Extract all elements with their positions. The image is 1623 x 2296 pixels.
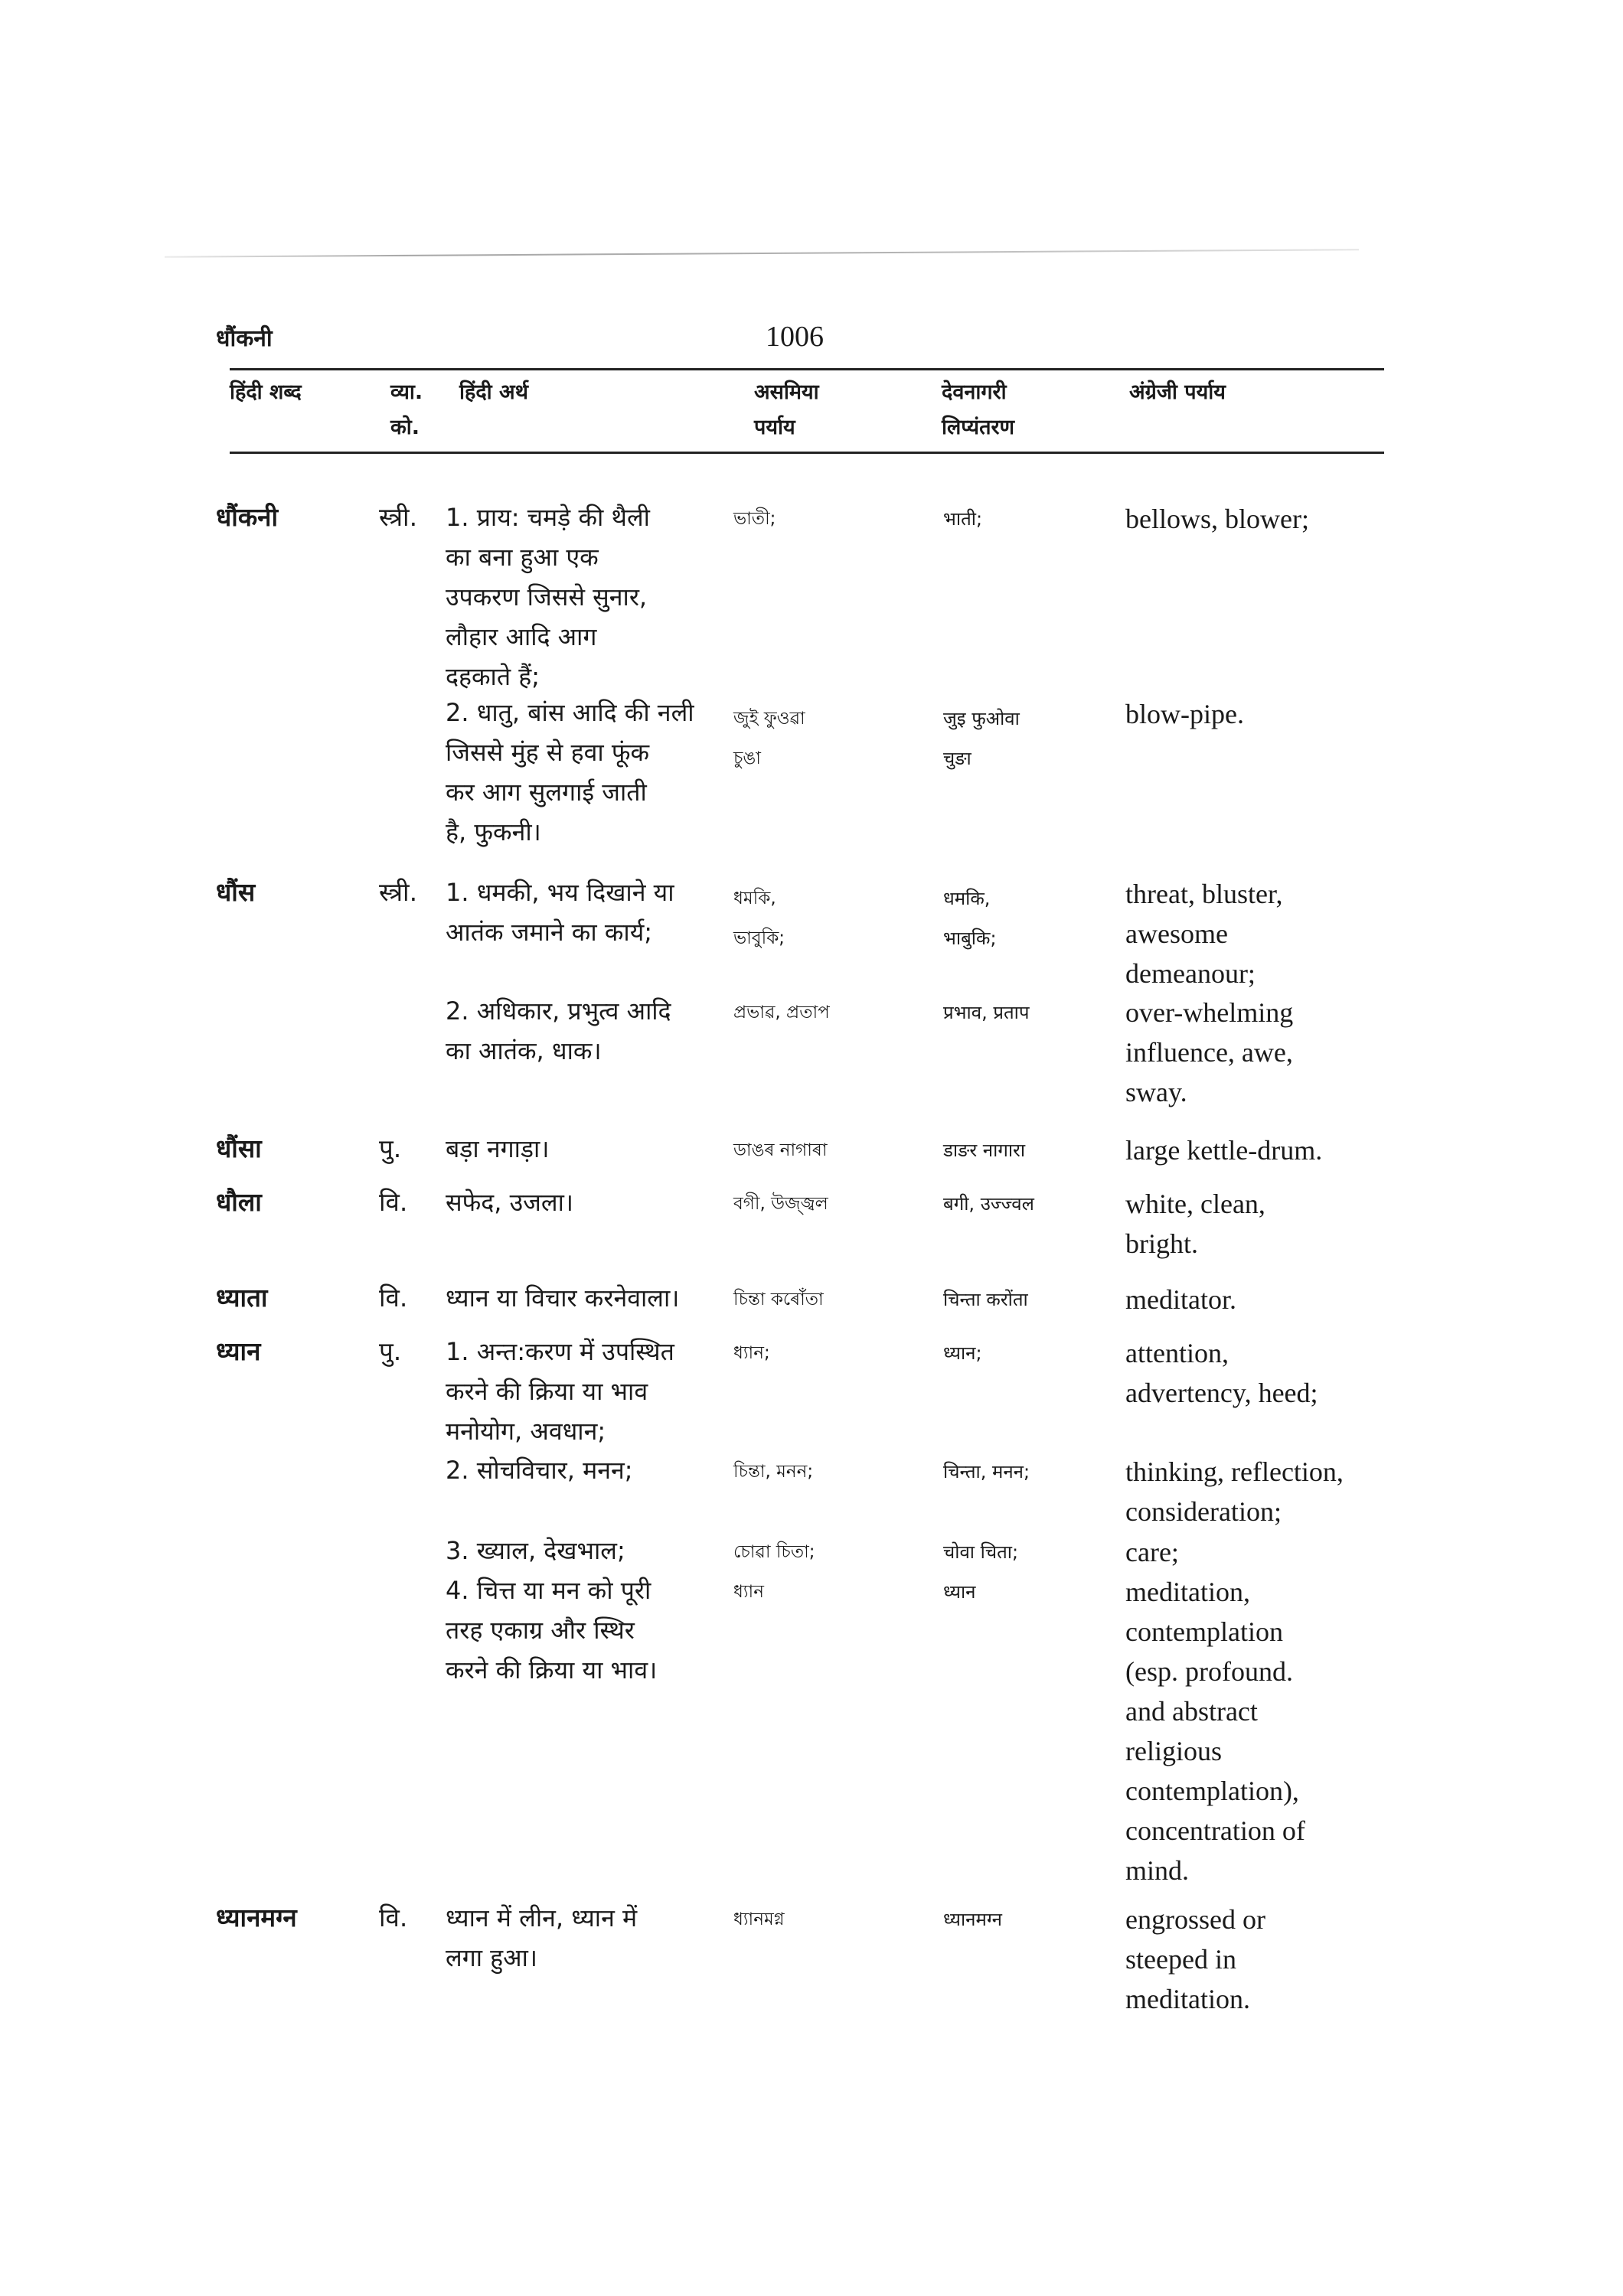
entry-grammar: वि.	[379, 1283, 408, 1313]
sense-devanagari	[943, 879, 1112, 958]
header-grammar-line1: व्या.	[390, 380, 423, 404]
sense-hindi-meaning-line: का आतंक, धाक।	[446, 1036, 602, 1065]
sense-hindi-meaning-line: 1. अन्त:करण में उपस्थित	[446, 1337, 674, 1366]
sense-hindi-meaning-line: लौहार आदि आग	[446, 622, 597, 651]
sense-hindi-meaning	[446, 1278, 752, 1318]
sense-devanagari-line: ध्यानमग्न	[943, 1909, 1002, 1930]
sense-devanagari	[943, 699, 1112, 778]
sense-devanagari	[943, 1135, 1112, 1166]
sense-hindi-meaning-line: ध्यान या विचार करनेवाला।	[446, 1283, 680, 1313]
header-devanagari-line1: देवनागरी	[942, 380, 1007, 404]
sense-hindi-meaning-line: उपकरण जिससे सुनार,	[446, 582, 648, 612]
entry-grammar: स्त्री.	[379, 502, 418, 532]
sense-hindi-meaning	[446, 1129, 752, 1169]
sense-english-line: steeped in	[1125, 1944, 1236, 1975]
sense-assamese	[733, 1338, 925, 1368]
sense-devanagari-line: चिन्ता करोंता	[943, 1289, 1028, 1310]
sense-hindi-meaning-line: तरह एकाग्र और स्थिर	[446, 1616, 635, 1645]
sense-english-line: meditator.	[1125, 1284, 1236, 1315]
scan-artifact-line	[165, 249, 1359, 258]
sense-english-line: concentration of	[1125, 1815, 1305, 1846]
sense-english	[1125, 499, 1401, 539]
sense-english-line: sway.	[1125, 1077, 1187, 1107]
header-grammar	[390, 375, 423, 445]
sense-english-line: care;	[1125, 1537, 1179, 1567]
sense-assamese-line: ধ্যানমগ্ন	[733, 1910, 785, 1929]
header-hindi-meaning: हिंदी अर्थ	[459, 380, 528, 404]
sense-english-line: awesome	[1125, 918, 1228, 949]
sense-english-line: meditation.	[1125, 1984, 1250, 2014]
sense-assamese-line: ভাবুকি;	[733, 928, 785, 948]
sense-english	[1125, 1572, 1401, 1890]
sense-assamese	[733, 1189, 925, 1219]
sense-hindi-meaning	[446, 693, 752, 852]
sense-assamese-line: ধ্যান;	[733, 1343, 770, 1363]
sense-english-line: advertency, heed;	[1125, 1378, 1318, 1408]
sense-assamese-line: ভাতী;	[733, 509, 776, 529]
entry-headword: धौंस	[216, 877, 256, 907]
sense-devanagari-line: बगी, उज्ज्वल	[943, 1193, 1034, 1215]
sense-assamese-line: ধমকি,	[733, 889, 776, 908]
sense-english-line: bellows, blower;	[1125, 504, 1309, 534]
sense-hindi-meaning-line: सफेद, उजला।	[446, 1188, 574, 1217]
sense-assamese-line: চোৱা চিতা;	[733, 1542, 815, 1562]
entry-grammar: पु.	[379, 1336, 402, 1366]
sense-english-line: blow-pipe.	[1125, 699, 1244, 729]
sense-english-line: meditation,	[1125, 1577, 1250, 1607]
sense-assamese-line: প্ৰভাৱ, প্ৰতাপ	[733, 1003, 830, 1022]
sense-hindi-meaning	[446, 1531, 752, 1570]
sense-devanagari	[943, 1189, 1112, 1219]
sense-english-line: contemplation	[1125, 1616, 1283, 1647]
entry-headword: धौंसा	[216, 1133, 262, 1163]
sense-assamese	[733, 699, 925, 778]
sense-assamese	[733, 879, 925, 958]
sense-hindi-meaning-line: आतंक जमाने का कार्य;	[446, 918, 653, 947]
sense-hindi-meaning-line: कर आग सुलगाई जाती	[446, 778, 647, 807]
header-assamese	[754, 375, 819, 445]
sense-hindi-meaning	[446, 1898, 752, 1978]
sense-hindi-meaning	[446, 1450, 752, 1490]
entry-headword: ध्यानमग्न	[216, 1903, 297, 1932]
sense-devanagari	[943, 504, 1112, 534]
sense-english-line: demeanour;	[1125, 958, 1256, 989]
sense-assamese	[733, 1284, 925, 1315]
sense-assamese-line: চিন্তা, মনন;	[733, 1462, 814, 1482]
sense-hindi-meaning-line: 3. ख्याल, देखभाल;	[446, 1536, 625, 1565]
sense-hindi-meaning-line: करने की क्रिया या भाव।	[446, 1655, 658, 1684]
sense-devanagari	[943, 1456, 1112, 1487]
entry-headword: धौंकनी	[216, 502, 279, 532]
table-top-rule	[230, 368, 1384, 370]
sense-english-line: threat, bluster,	[1125, 879, 1283, 909]
sense-assamese	[733, 1904, 925, 1935]
sense-hindi-meaning-line: लगा हुआ।	[446, 1943, 537, 1972]
entry-grammar: वि.	[379, 1903, 408, 1932]
sense-devanagari	[943, 1284, 1112, 1315]
sense-english-line: white, clean,	[1125, 1189, 1265, 1219]
sense-hindi-meaning	[446, 1332, 752, 1451]
sense-hindi-meaning-line: 1. धमकी, भय दिखाने या	[446, 878, 674, 907]
header-assamese-line2: पर्याय	[754, 416, 795, 439]
entry-headword: ध्यान	[216, 1336, 261, 1366]
sense-english-line: contemplation),	[1125, 1776, 1299, 1806]
sense-hindi-meaning-line: है, फुकनी।	[446, 817, 541, 846]
sense-hindi-meaning-line: 2. अधिकार, प्रभुत्व आदि	[446, 996, 671, 1026]
sense-hindi-meaning-line: का बना हुआ एक	[446, 543, 599, 572]
sense-hindi-meaning-line: मनोयोग, अवधान;	[446, 1417, 606, 1446]
sense-devanagari-line: चिन्ता, मनन;	[943, 1461, 1030, 1482]
sense-devanagari-line: चुङा	[943, 748, 972, 769]
sense-devanagari	[943, 1577, 1112, 1607]
sense-devanagari	[943, 1537, 1112, 1567]
sense-assamese	[733, 1135, 925, 1166]
page-number: 1006	[766, 321, 824, 353]
sense-english-line: engrossed or	[1125, 1904, 1265, 1935]
sense-hindi-meaning-line: ध्यान में लीन, ध्यान में	[446, 1903, 638, 1932]
sense-assamese-line: ডাঙৰ নাগাৰা	[733, 1140, 828, 1160]
sense-assamese	[733, 1537, 925, 1567]
sense-english	[1125, 1532, 1401, 1572]
header-devanagari-line2: लिप्यंतरण	[942, 416, 1015, 439]
sense-hindi-meaning-line: 4. चित्त या मन को पूरी	[446, 1576, 651, 1605]
sense-devanagari-line: प्रभाव, प्रताप	[943, 1002, 1030, 1023]
sense-hindi-meaning-line: 2. धातु, बांस आदि की नली	[446, 698, 694, 727]
sense-english-line: large kettle-drum.	[1125, 1135, 1323, 1166]
sense-hindi-meaning	[446, 497, 752, 696]
header-assamese-line1: असमिया	[754, 380, 819, 404]
header-english: अंग्रेजी पर्याय	[1129, 380, 1226, 404]
sense-assamese-line: চুঙা	[733, 748, 761, 768]
sense-hindi-meaning-line: 2. सोचविचार, मनन;	[446, 1456, 633, 1485]
sense-devanagari-line: चोवा चिता;	[943, 1541, 1019, 1563]
sense-hindi-meaning-line: बड़ा नगाड़ा।	[446, 1134, 550, 1163]
entry-grammar: स्त्री.	[379, 877, 418, 907]
sense-english	[1125, 1900, 1401, 2019]
sense-assamese-line: জুই ফুওৱা	[733, 709, 805, 729]
sense-assamese	[733, 1456, 925, 1487]
sense-assamese-line: ধ্যান	[733, 1582, 764, 1602]
sense-assamese	[733, 997, 925, 1028]
sense-english-line: thinking, reflection,	[1125, 1456, 1344, 1487]
sense-hindi-meaning-line: जिससे मुंह से हवा फूंक	[446, 738, 650, 767]
sense-assamese	[733, 504, 925, 534]
sense-english	[1125, 874, 1401, 993]
running-head: धौंकनी	[216, 325, 273, 352]
sense-english-line: consideration;	[1125, 1496, 1282, 1527]
sense-devanagari-line: जुइ फुओवा	[943, 708, 1020, 729]
sense-devanagari	[943, 1338, 1112, 1368]
sense-english	[1125, 1333, 1401, 1413]
header-hindi-word: हिंदी शब्द	[230, 380, 302, 404]
header-grammar-line2: को.	[390, 416, 420, 439]
sense-devanagari-line: धमकि,	[943, 888, 991, 909]
sense-english	[1125, 993, 1401, 1112]
sense-english-line: attention,	[1125, 1338, 1229, 1368]
sense-english-line: and abstract	[1125, 1696, 1258, 1727]
sense-devanagari-line: ध्यान;	[943, 1342, 982, 1364]
sense-english-line: mind.	[1125, 1855, 1190, 1886]
sense-devanagari-line: भाबुकि;	[943, 928, 997, 949]
sense-hindi-meaning	[446, 991, 752, 1071]
sense-devanagari-line: भाती;	[943, 508, 983, 530]
entry-headword: ध्याता	[216, 1283, 268, 1313]
sense-hindi-meaning-line: करने की क्रिया या भाव	[446, 1377, 648, 1406]
header-devanagari	[942, 375, 1014, 445]
table-header-rule	[230, 452, 1384, 454]
sense-english	[1125, 1280, 1401, 1319]
sense-hindi-meaning-line: 1. प्राय: चमड़े की थैली	[446, 503, 650, 532]
sense-english-line: bright.	[1125, 1228, 1198, 1259]
sense-english	[1125, 1452, 1401, 1531]
sense-english	[1125, 1184, 1401, 1264]
sense-english-line: (esp. profound.	[1125, 1656, 1293, 1687]
sense-hindi-meaning-line: दहकाते हैं;	[446, 662, 540, 691]
sense-assamese-line: বগী, উজ্জ্বল	[733, 1194, 828, 1214]
sense-english-line: over-whelming	[1125, 997, 1294, 1028]
sense-devanagari-line: ध्यान	[943, 1581, 976, 1603]
sense-english-line: influence, awe,	[1125, 1037, 1293, 1068]
sense-devanagari-line: डाङर नागारा	[943, 1140, 1026, 1161]
sense-devanagari	[943, 1904, 1112, 1935]
entry-grammar: वि.	[379, 1187, 408, 1217]
sense-assamese-line: চিন্তা কৰোঁতা	[733, 1290, 824, 1309]
sense-hindi-meaning	[446, 1182, 752, 1222]
sense-english	[1125, 1130, 1401, 1170]
sense-hindi-meaning	[446, 1570, 752, 1690]
sense-english	[1125, 694, 1401, 734]
entry-grammar: पु.	[379, 1133, 402, 1163]
sense-assamese	[733, 1577, 925, 1607]
entry-headword: धौला	[216, 1187, 262, 1217]
sense-hindi-meaning	[446, 872, 752, 952]
sense-english-line: religious	[1125, 1736, 1222, 1766]
sense-devanagari	[943, 997, 1112, 1028]
